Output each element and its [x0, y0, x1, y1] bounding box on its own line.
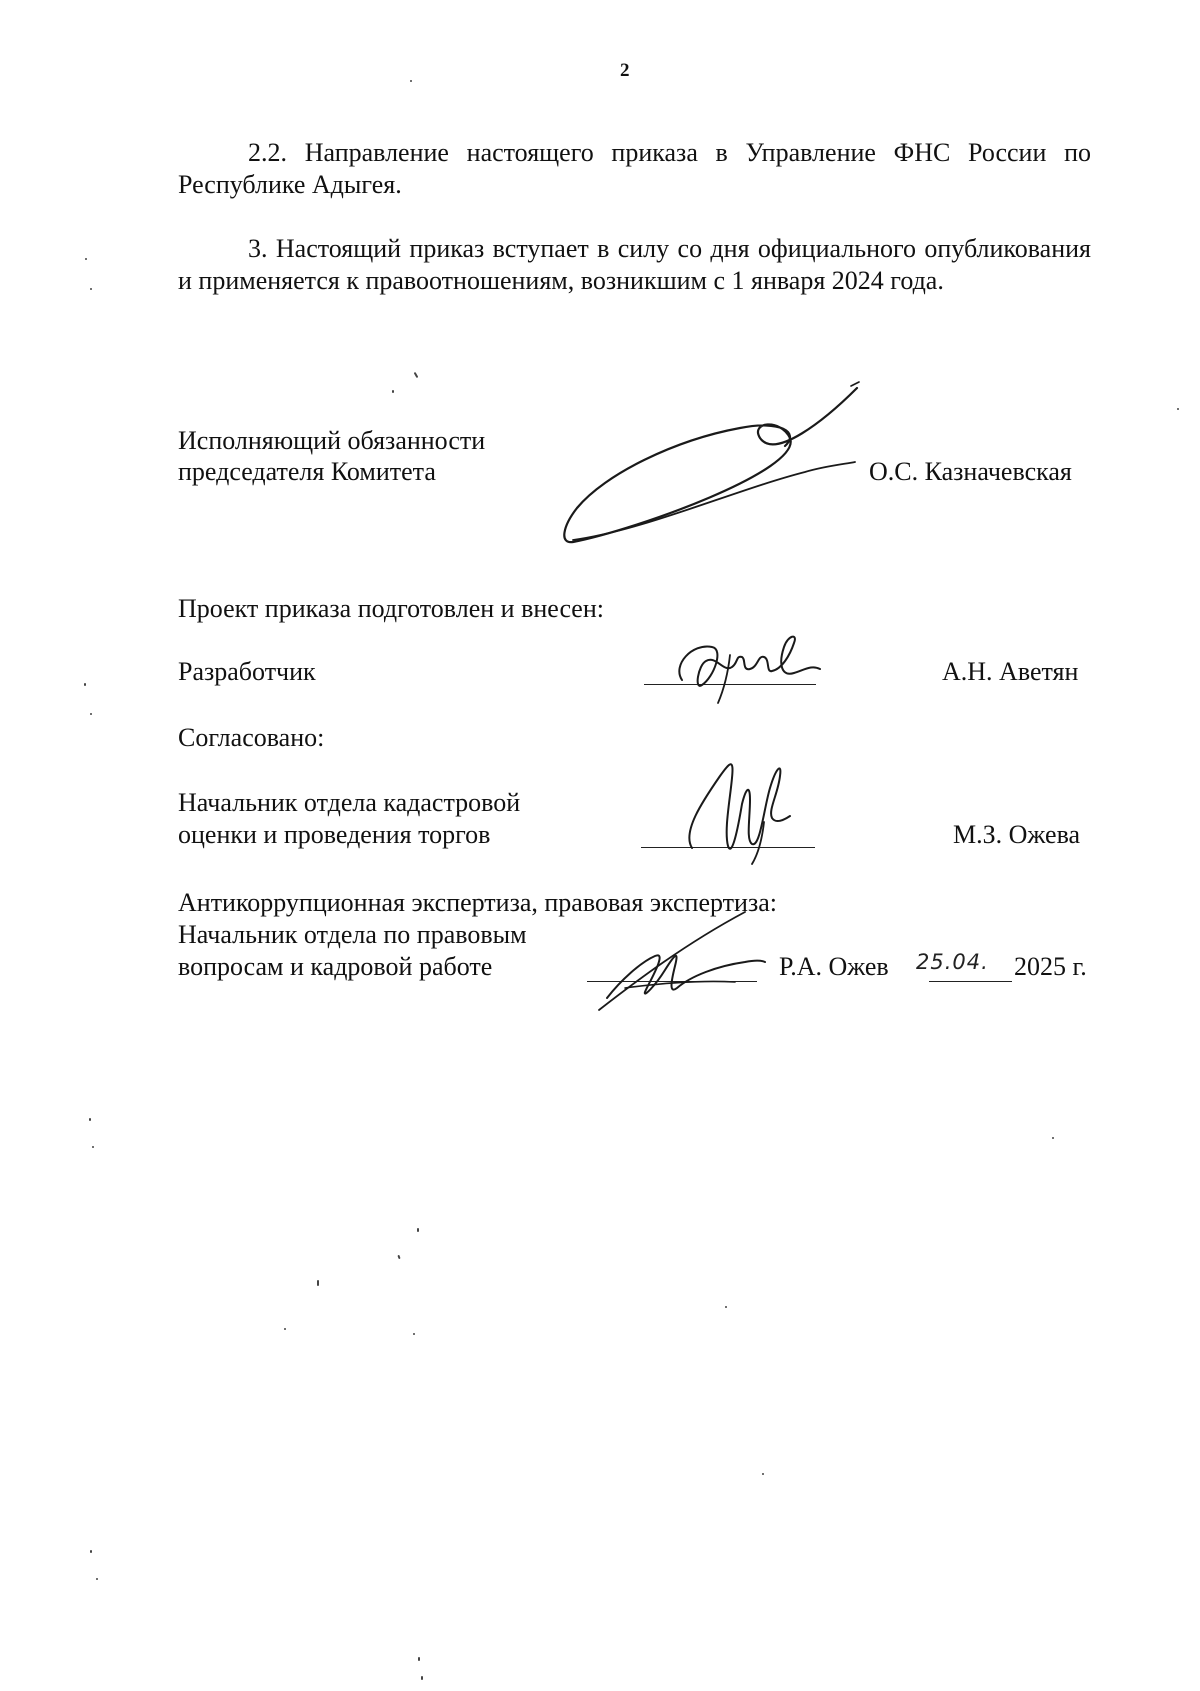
legal-review-position-line2: вопросам и кадровой работе [178, 952, 493, 981]
agreed-heading: Согласовано: [178, 723, 325, 752]
scan-speck [85, 258, 87, 260]
signatory-name: О.С. Казначевская [869, 457, 1072, 486]
legal-review-name: Р.А. Ожев [779, 952, 889, 981]
agreed-signature [680, 748, 800, 868]
scan-speck [392, 390, 394, 393]
scan-speck [89, 1118, 91, 1121]
scan-speck [410, 80, 412, 82]
legal-review-year: 2025 г. [1014, 952, 1087, 981]
scan-speck [725, 1306, 727, 1308]
scan-speck [317, 1280, 319, 1286]
scan-speck [1177, 408, 1179, 410]
handwritten-date: 25.04. [916, 950, 989, 974]
scan-speck [397, 1255, 400, 1259]
prepared-heading: Проект приказа подготовлен и внесен: [178, 594, 604, 623]
agreed-name: М.З. Ожева [953, 820, 1081, 849]
scan-speck [1052, 1137, 1054, 1139]
scan-speck [284, 1328, 286, 1330]
legal-review-heading: Антикоррупционная экспертиза, правовая экспертиза: [178, 888, 777, 917]
scan-speck [421, 1676, 423, 1680]
scan-speck [90, 713, 92, 715]
agreed-position-line1: Начальник отдела кадастровой [178, 788, 521, 817]
paragraph-3 [178, 233, 1091, 297]
developer-role: Разработчик [178, 657, 316, 686]
legal-review-signature [595, 910, 770, 1015]
chairperson-signature [565, 380, 875, 560]
agreed-position-line2: оценки и проведения торгов [178, 820, 491, 849]
paragraph-2-2 [178, 137, 1091, 201]
scan-speck [414, 372, 419, 378]
page-number: 2 [620, 60, 630, 81]
scan-speck [417, 1228, 419, 1232]
paragraph-text: Настоящий приказ вступает в силу со дня официального опубликования и применяется к правоотношениям, возникшим с 1 января 2024 года. [178, 234, 1092, 295]
paragraph-text: Направление настоящего приказа в Управление ФНС России по Республике Адыгея. [178, 138, 1092, 199]
signatory-position-line2: председателя Комитета [178, 457, 436, 486]
scan-speck [90, 288, 92, 290]
paragraph-number: 2.2. [248, 138, 287, 167]
developer-name: А.Н. Аветян [942, 657, 1079, 686]
developer-signature [672, 625, 832, 710]
signatory-position-line1: Исполняющий обязанности [178, 426, 486, 455]
scan-speck [84, 683, 86, 686]
scan-speck [90, 1550, 92, 1553]
scan-speck [92, 1146, 94, 1148]
paragraph-number: 3. [248, 234, 268, 263]
scan-speck [413, 1333, 415, 1335]
date-line [929, 981, 1012, 982]
scan-speck [96, 1578, 98, 1580]
scan-speck [762, 1473, 764, 1475]
scan-speck [418, 1657, 420, 1661]
legal-review-position-line1: Начальник отдела по правовым [178, 920, 527, 949]
